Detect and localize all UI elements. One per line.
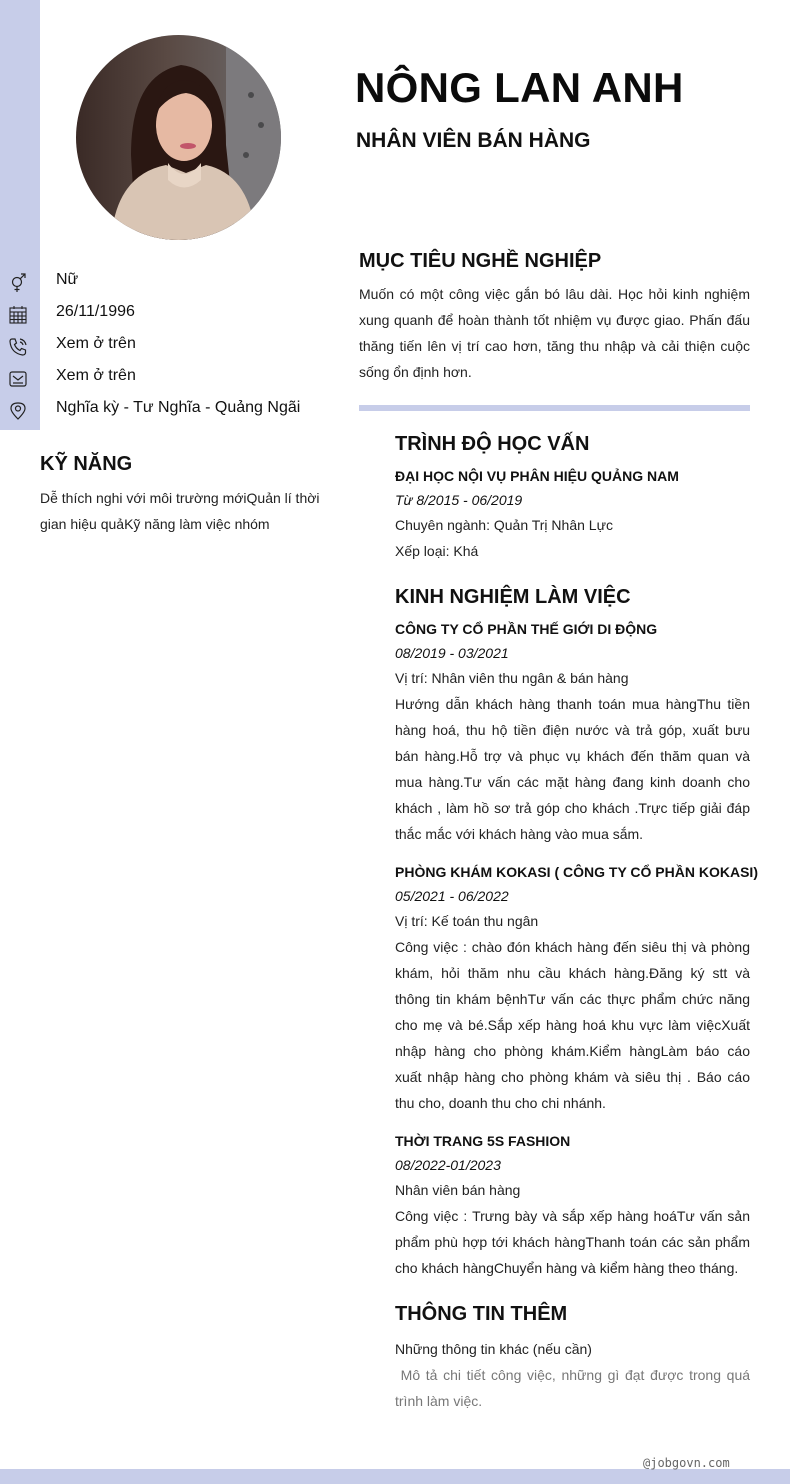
education-heading: TRÌNH ĐỘ HỌC VẤN bbox=[395, 433, 590, 455]
calendar-icon bbox=[8, 305, 28, 325]
education-major: Chuyên ngành: Quản Trị Nhân Lực bbox=[395, 517, 613, 533]
phone-value: Xem ở trên bbox=[56, 335, 136, 352]
location-pin-icon bbox=[8, 401, 28, 421]
phone-icon bbox=[8, 337, 28, 357]
watermark: @jobgovn.com bbox=[643, 1456, 730, 1470]
mail-icon bbox=[8, 369, 28, 389]
objective-heading: MỤC TIÊU NGHỀ NGHIỆP bbox=[359, 250, 602, 272]
job-position: Nhân viên bán hàng bbox=[395, 1182, 521, 1198]
skills-text: Dễ thích nghi với môi trường mớiQuản lí thời gian hiệu quảKỹ năng làm việc nhóm bbox=[40, 490, 320, 532]
job-position: Vị trí: Kế toán thu ngân bbox=[395, 913, 539, 929]
info-gender bbox=[0, 266, 340, 298]
additional-heading: THÔNG TIN THÊM bbox=[395, 1303, 568, 1325]
job-period: 08/2022-01/2023 bbox=[395, 1157, 501, 1173]
education-period: Từ 8/2015 - 06/2019 bbox=[395, 492, 523, 508]
profile-photo bbox=[76, 35, 281, 240]
address-value: Nghĩa kỳ - Tư Nghĩa - Quảng Ngãi bbox=[56, 399, 301, 416]
education-grade: Xếp loại: Khá bbox=[395, 543, 479, 559]
school-name: ĐẠI HỌC NỘI VỤ PHÂN HIỆU QUẢNG NAM bbox=[395, 468, 679, 484]
job-company: THỜI TRANG 5S FASHION bbox=[395, 1133, 571, 1149]
job-company: PHÒNG KHÁM KOKASI ( CÔNG TY CỔ PHẦN KOKASI) bbox=[395, 864, 758, 880]
additional-subtitle: Những thông tin khác (nếu cần) bbox=[395, 1341, 592, 1357]
job-description: Công việc : chào đón khách hàng đến siêu thị và phòng khám, hỏi thăm nhu cầu khách hàng.Đăng ký stt và thông tin khám bệnhTư vấn các thực phẩm chức năng cho mẹ và bé.Sắp xếp hàng hoá khu vực làm việcXuất nhập hàng cho phòng khám.Kiểm hàngLàm báo cáo xuất nhập hàng cho phòng khám và siêu thị . Báo cáo thu cho, doanh thu cho chi nhánh. bbox=[395, 939, 750, 1111]
info-address bbox=[0, 394, 340, 426]
gender-icon bbox=[8, 273, 28, 293]
objective-text: Muốn có một công việc gắn bó lâu dài. Học hỏi kinh nghiệm xung quanh để hoàn thành tốt nhiệm vụ được giao. Phấn đấu thăng tiến lên vị trí cao hơn, tăng thu nhập và cải thiện cuộc sống ổn định hơn. bbox=[359, 286, 750, 380]
candidate-name: NÔNG LAN ANH bbox=[355, 64, 684, 111]
job-title: NHÂN VIÊN BÁN HÀNG bbox=[356, 129, 591, 152]
skills-heading: KỸ NĂNG bbox=[40, 453, 133, 475]
gender-value: Nữ bbox=[56, 271, 79, 288]
footer-accent-bar bbox=[0, 1469, 790, 1484]
job-description: Công việc : Trưng bày và sắp xếp hàng hoáTư vấn sản phẩm phù hợp tới khách hàngThanh toán các sản phẩm cho khách hàngChuyển hàng và kiểm hàng theo tháng. bbox=[395, 1208, 750, 1276]
info-email bbox=[0, 362, 340, 394]
additional-placeholder: Mô tả chi tiết công việc, những gì đạt được trong quá trình làm việc. bbox=[395, 1367, 754, 1409]
birthday-value: 26/11/1996 bbox=[56, 303, 135, 320]
job-description: Hướng dẫn khách hàng thanh toán mua hàngThu tiền hàng hoá, thu hộ tiền điện nước và trả góp, xuất bưu bán hàng.Hỗ trợ và phục vụ khách đến thăm quan và mua hàng.Tư vấn các mặt hàng đang kinh doanh cho khách , làm hồ sơ trả góp cho khách .Trực tiếp giải đáp thắc mắc với khách hàng vào mua sắm. bbox=[395, 696, 750, 842]
job-period: 05/2021 - 06/2022 bbox=[395, 888, 509, 904]
info-birthday bbox=[0, 298, 340, 330]
info-phone bbox=[0, 330, 340, 362]
section-divider bbox=[359, 405, 750, 411]
experience-heading: KINH NGHIỆM LÀM VIỆC bbox=[395, 586, 631, 608]
job-company: CÔNG TY CỔ PHẦN THẾ GIỚI DI ĐỘNG bbox=[395, 621, 658, 637]
email-value: Xem ở trên bbox=[56, 367, 136, 384]
job-position: Vị trí: Nhân viên thu ngân & bán hàng bbox=[395, 670, 629, 686]
job-period: 08/2019 - 03/2021 bbox=[395, 645, 509, 661]
